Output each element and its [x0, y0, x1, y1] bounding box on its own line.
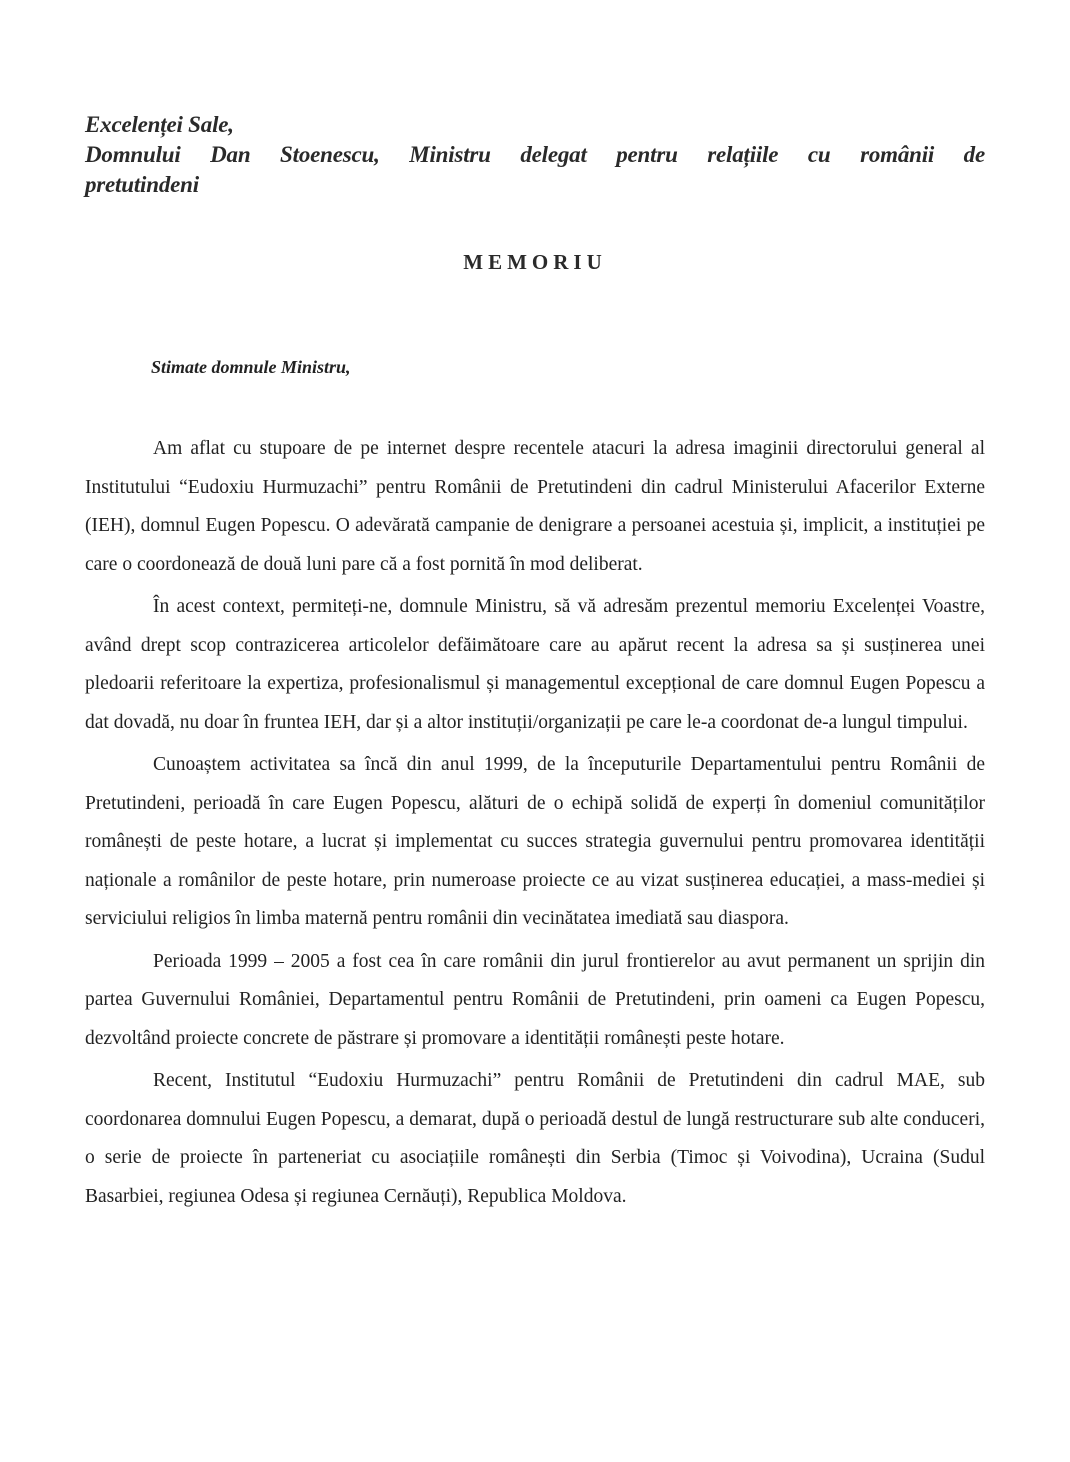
paragraph-3: Cunoaștem activitatea sa încă din anul 1999, de la începuturile Departamentului pentru Românii de Pretutindeni, perioadă în care Eugen Popescu, alături de o echipă solidă de experți în domeniul comunităților românești de peste hotare, a lucrat și implementat cu succes strategia guvernului pentru promovarea identității naționale a românilor de peste hotare, prin numeroase proiecte ce au vizat susținerea educației, a mass-mediei și serviciului religios în limba maternă pentru românii din vecinătatea imediată sau diaspora. [85, 754, 985, 929]
paragraph-2: În acest context, permiteți-ne, domnule Ministru, să vă adresăm prezentul memoriu Excelenței Voastre, având drept scop contrazicerea articolelor defăimătoare care au apărut recent la adresa sa și susținerea unei pledoarii referitoare la expertiza, profesionalismul și managementul excepțional de care domnul Eugen Popescu a dat dovadă, nu doar în fruntea IEH, dar și a altor instituții/organizații pe care le-a coordonat de-a lungul timpului. [85, 596, 985, 733]
paragraph-5: Recent, Institutul “Eudoxiu Hurmuzachi” pentru Românii de Pretutindeni din cadrul MAE, sub coordonarea domnului Eugen Popescu, a demarat, după o perioadă destul de lungă restructurare sub alte conduceri, o serie de proiecte în parteneriat cu asociațiile românești din Serbia (Timoc și Voivodina), Ucraina (Sudul Basarbiei, regiunea Odesa și regiunea Cernăuți), Republica Moldova. [85, 1070, 985, 1207]
addressee-line-3: pretutindeni [85, 172, 199, 197]
addressee-line-2: Domnului Dan Stoenescu, Ministru delegat pentru relațiile cu românii de [85, 142, 985, 167]
document-page [85, 110, 985, 1220]
addressee-line-1: Excelenței Sale, [85, 112, 234, 137]
paragraph-1: Am aflat cu stupoare de pe internet despre recentele atacuri la adresa imaginii directorului general al Institutului “Eudoxiu Hurmuzachi” pentru Românii de Pretutindeni din cadrul Ministerului Afacerilor Externe (IEH), domnul Eugen Popescu. O adevărată campanie de denigrare a persoanei acestuia și, implicit, a instituției pe care o coordonează de două luni pare că a fost pornită în mod deliberat. [85, 438, 985, 575]
paragraph-4: Perioada 1999 – 2005 a fost cea în care românii din jurul frontierelor au avut permanent un sprijin din partea Guvernului României, Departamentul pentru Românii de Pretutindeni, prin oameni ca Eugen Popescu, dezvoltând proiecte concrete de păstrare și promovare a identității românești peste hotare. [85, 950, 985, 1049]
document-body [85, 430, 985, 1216]
document-title: MEMORIU [463, 250, 607, 274]
salutation: Stimate domnule Ministru, [151, 357, 351, 377]
addressee-block [85, 110, 985, 200]
